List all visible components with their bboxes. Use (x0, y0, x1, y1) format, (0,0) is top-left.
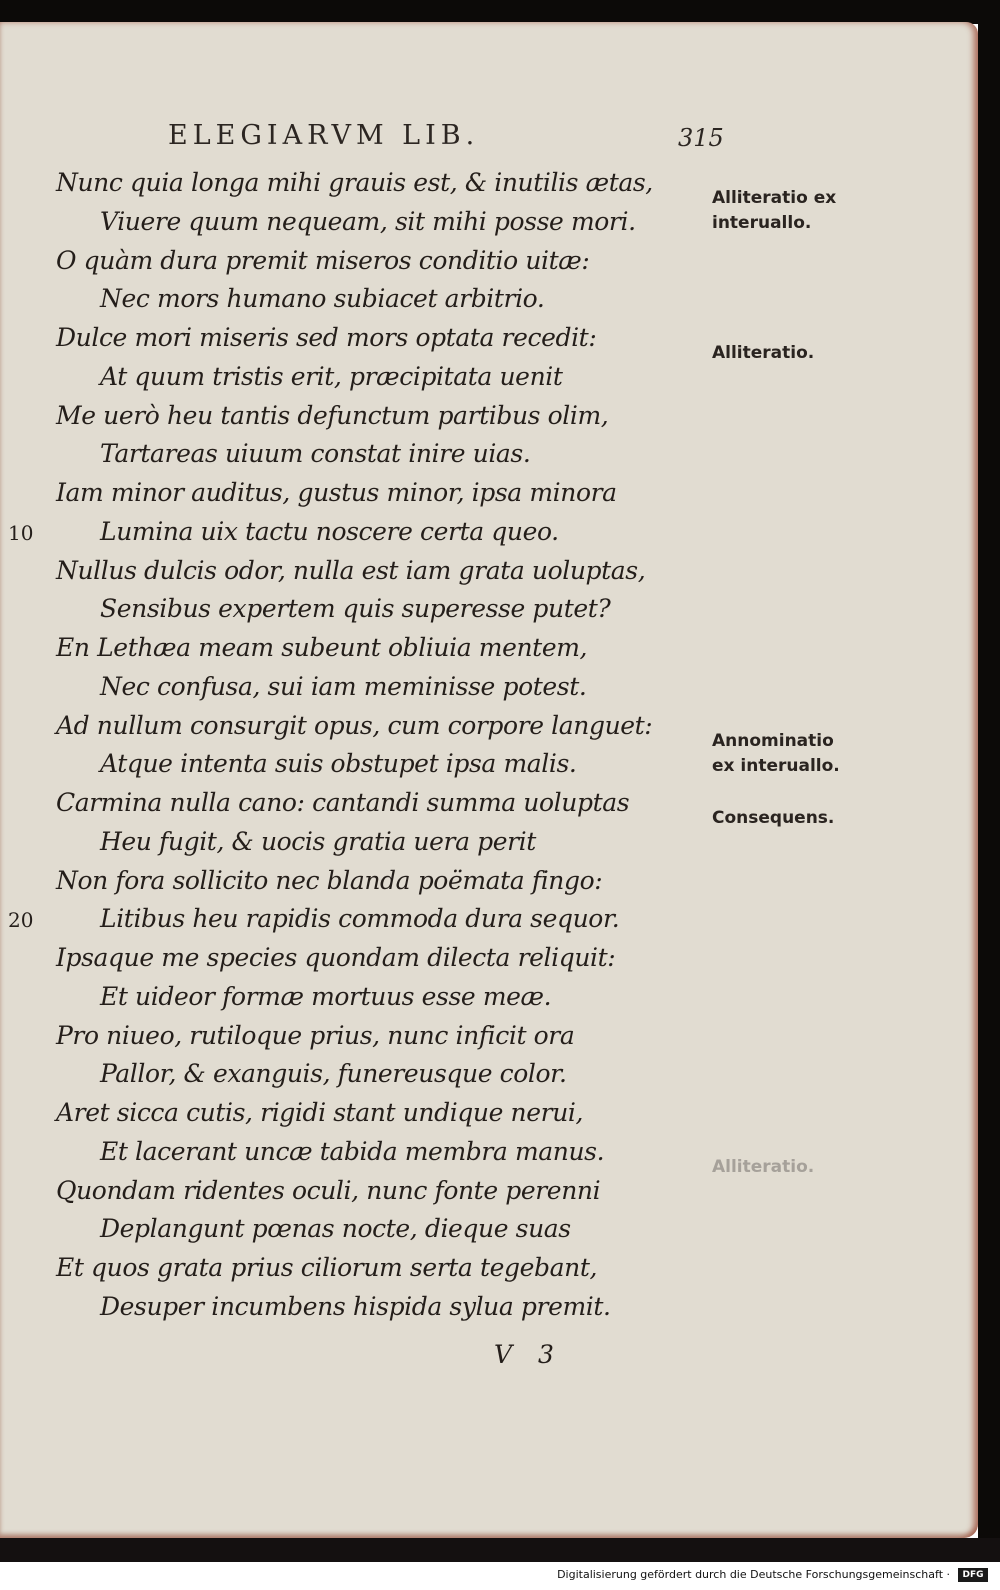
verse-line: Atque intenta suis obstupet ipsa malis. (100, 749, 577, 779)
marginal-note-line: interuallo. (712, 213, 812, 233)
verse-line: Et lacerant uncæ tabida membra manus. (100, 1136, 605, 1166)
verse-line: Pro niueo, rutiloque prius, nunc inficit ora (56, 1020, 575, 1050)
verse-line: At quum tristis erit, præcipitata uenit (100, 361, 563, 391)
funding-credit: Digitalisierung gefördert durch die Deutsche Forschungsgemeinschaft · (557, 1568, 950, 1581)
marginal-note-line: Alliteratio. (712, 1156, 815, 1177)
marginal-note-line: ex interuallo. (712, 755, 840, 776)
digitization-footer (0, 1562, 1000, 1590)
marginal-note-line: Alliteratio. (712, 343, 815, 363)
verse-line: Quondam ridentes oculi, nunc fonte perenni (56, 1175, 601, 1205)
verse-line: Ipsaque me species quondam dilecta reliquit: (56, 943, 616, 972)
marginal-note (712, 1155, 892, 1180)
verse-line: Non fora sollicito nec blanda poëmata fingo: (56, 865, 603, 895)
dfg-logo-icon: DFG (958, 1568, 988, 1582)
verse-line: Ad nullum consurgit opus, cum corpore languet: (56, 710, 653, 740)
marginal-note (712, 186, 892, 236)
marginal-note-line: Annominatio (712, 730, 834, 751)
scan-border-bottom (0, 1538, 1000, 1562)
scan-border-right (978, 0, 1000, 1560)
book-page (0, 22, 978, 1538)
verse-line: Nullus dulcis odor, nulla est iam grata uoluptas, (56, 555, 646, 585)
verse-line: Et quos grata prius ciliorum serta tegebant, (56, 1253, 598, 1282)
page-header (0, 120, 978, 160)
line-number: 20 (8, 908, 34, 933)
verse-line: Deplangunt pœnas nocte, dieque suas (100, 1214, 571, 1244)
verse-line: Carmina nulla cano: cantandi summa uoluptas (56, 788, 630, 817)
verse-line: Dulce mori miseris sed mors optata recedit: (56, 323, 597, 352)
verse-line: Heu fugit, & uocis gratia uera perit (100, 826, 536, 856)
line-number: 10 (8, 520, 34, 545)
signature-letter: V (494, 1340, 513, 1369)
running-title: ELEGIARVM LIB. (168, 120, 480, 151)
marginal-note-line: Alliteratio ex (712, 188, 837, 208)
signature-number: 3 (538, 1340, 554, 1369)
verse-line: Litibus heu rapidis commoda dura sequor. (100, 904, 620, 934)
verse-line: Viuere quum nequeam, sit mihi posse mori. (100, 206, 636, 236)
verse-line: Et uideor formæ mortuus esse meæ. (100, 981, 552, 1011)
verse-line: Nunc quia longa mihi grauis est, & inutilis ætas, (56, 168, 653, 197)
verse-line: En Lethæa meam subeunt obliuia mentem, (56, 633, 588, 662)
verse-line: O quàm dura premit miseros conditio uitæ: (56, 245, 590, 275)
verse-line: Desuper incumbens hispida sylua premit. (100, 1291, 611, 1321)
marginal-note-line: Consequens. (712, 808, 835, 828)
marginal-note (712, 341, 892, 366)
verse-line: Me uerò heu tantis defunctum partibus olim, (56, 400, 609, 430)
verse-line: Pallor, & exanguis, funereusque color. (100, 1059, 567, 1089)
marginal-note (712, 806, 892, 831)
verse-line: Lumina uix tactu noscere certa queo. (100, 516, 559, 546)
marginal-note (712, 729, 892, 779)
page-number: 315 (678, 124, 724, 152)
verse-line: Nec mors humano subiacet arbitrio. (100, 284, 545, 314)
verse-line: Tartareas uiuum constat inire uias. (100, 439, 531, 469)
signature-mark (494, 1340, 554, 1369)
verse-line: Iam minor auditus, gustus minor, ipsa minora (56, 478, 617, 507)
scan-border-top (0, 0, 1000, 24)
verse-line: Aret sicca cutis, rigidi stant undique nerui, (56, 1098, 584, 1127)
verse-line: Nec confusa, sui iam meminisse potest. (100, 671, 587, 701)
verse-line: Sensibus expertem quis superesse putet? (100, 594, 611, 624)
